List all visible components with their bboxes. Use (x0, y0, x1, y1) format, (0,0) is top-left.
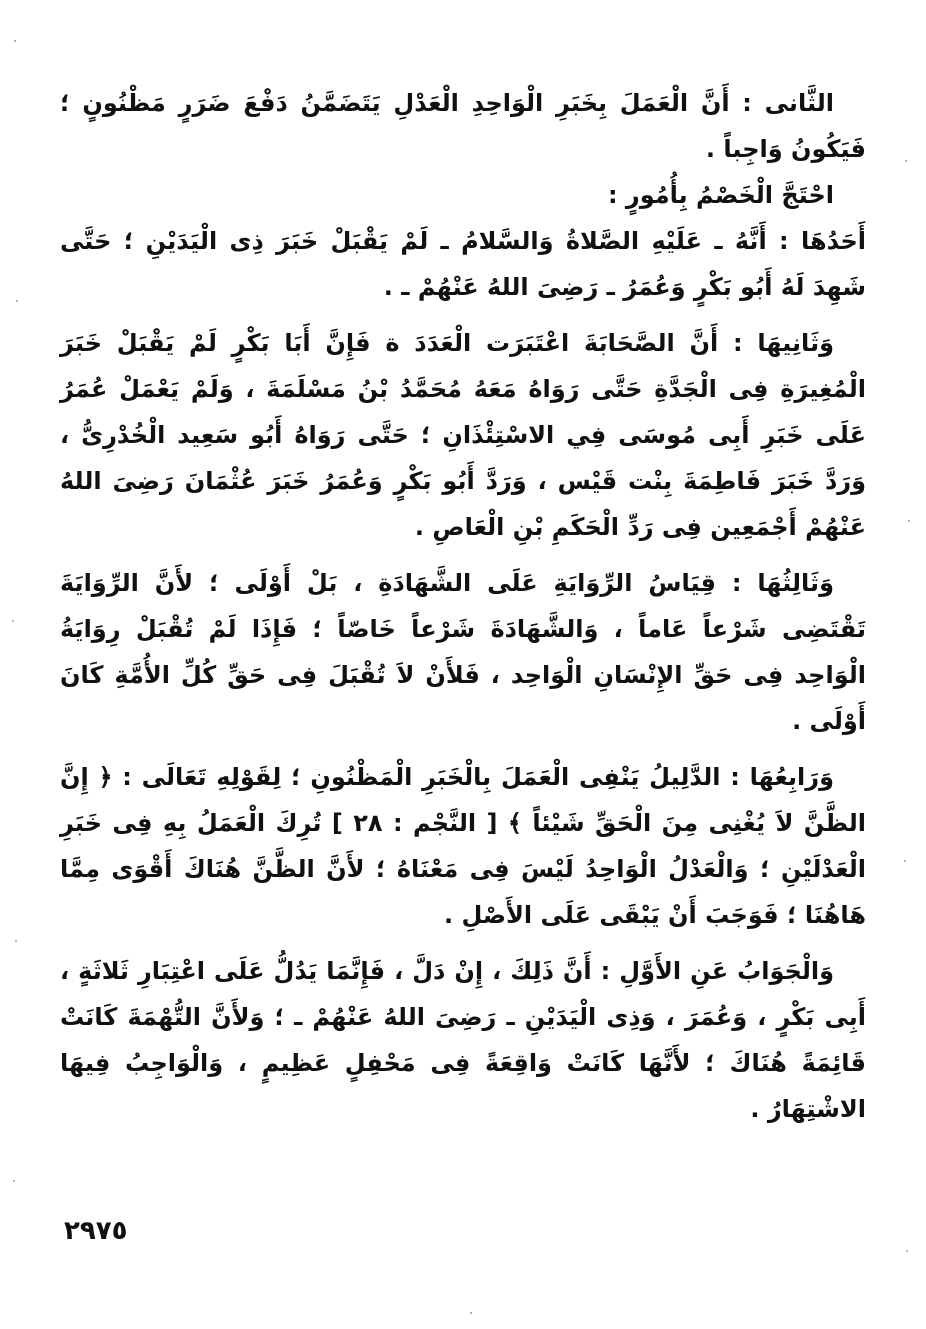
scan-speck (905, 160, 907, 162)
paragraph-fourth-objection: وَرَابِعُهَا : الدَّلِيلُ يَنْفِى الْعَمَلَ بِالْخَبَرِ الْمَظْنُونِ ؛ لِقَوْلِهِ تَعَالَى : ﴿ إِنَّ الظَّنَّ لاَ يُغْنِى مِنَ الْحَقِّ شَيْئاً ﴾ [ النَّجْم : ٢٨ ] تُرِكَ الْعَمَلُ بِهِ فِى خَبَرِ الْعَدْلَيْنِ ؛ وَالْعَدْلُ الْوَاحِدُ لَيْسَ فِى مَعْنَاهُ ؛ لأَنَّ الظَّنَّ هُنَاكَ أَقْوَى مِمَّا هَاهُنَا ؛ فَوَجَبَ أَنْ يَبْقَى عَلَى الأَصْلِ . (60, 763, 867, 929)
paragraph-opponent-heading: احْتَجَّ الْخَصْمُ بِأُمُورٍ : (607, 181, 834, 209)
body-text (60, 80, 866, 1132)
scan-speck (16, 300, 18, 302)
paragraph-reply-first: وَالْجَوَابُ عَنِ الأَوَّلِ : أَنَّ ذَلِكَ ، إِنْ دَلَّ ، فَإِنَّمَا يَدُلُّ عَلَى اعْتِبَارِ ثَلاثَةٍ ، أَبِى بَكْرٍ ، وَعُمَرَ ، وَذِى الْيَدَيْنِ ـ رَضِىَ اللهُ عَنْهُمْ ـ ؛ وَلأَنَّ التُّهْمَةَ كَانَتْ قَائِمَةً هُنَاكَ ؛ لأَنَّهَا كَانَتْ وَاقِعَةً فِى مَحْفِلٍ عَظِيمٍ ، وَالْوَاجِبُ فِيهَا الاشْتِهَارُ . (60, 957, 866, 1123)
scan-speck (908, 520, 910, 522)
scan-speck (14, 40, 16, 42)
scan-speck (12, 620, 14, 622)
scan-speck (904, 860, 906, 862)
paragraph-third-objection: وَثَالِثُهَا : قِيَاسُ الرِّوَايَةِ عَلَى الشَّهَادَةِ ، بَلْ أَوْلَى ؛ لأَنَّ الرِّوَايَةَ تَقْتَضِى شَرْعاً عَاماً ، وَالشَّهَادَةَ شَرْعاً خَاصّاً ؛ فَإِذَا لَمْ تُقْبَلْ رِوَايَةُ الْوَاحِد فِى حَقِّ الإِنْسَانِ الْوَاحِد ، فَلأَنْ لاَ تُقْبَلَ فِى حَقِّ كُلِّ الأُمَّةِ كَانَ أَوْلَى . (60, 569, 866, 735)
scan-speck (13, 1180, 15, 1182)
scan-speck (15, 940, 17, 942)
paragraph-second-objection: وَثَانِيهَا : أَنَّ الصَّحَابَةَ اعْتَبَرَت الْعَدَدَ ة فَإِنَّ أَبَا بَكْرٍ لَمْ يَقْبَلْ خَبَرَ الْمُغِيرَةِ فِى الْجَدَّةِ حَتَّى رَوَاهُ مَعَهُ مُحَمَّدُ بْنُ مَسْلَمَةَ ، وَلَمْ يَعْمَلْ عُمَرُ عَلَى خَبَرِ أَبِى مُوسَى فِي الاسْتِئْذَانِ ؛ حَتَّى رَوَاهُ أَبُو سَعِيد الْخُدْرِىُّ ، وَرَدَّ خَبَرَ فَاطِمَةَ بِنْت قَيْس ، وَرَدَّ أَبُو بَكْرٍ وَعُمَرُ خَبَرَ عُثْمَانَ رَضِىَ اللهُ عَنْهُمْ أَجْمَعِين فِى رَدِّ الْحَكَمِ بْنِ الْعَاصِ . (60, 329, 866, 541)
paragraph-second-argument: الثَّانى : أَنَّ الْعَمَلَ بِخَبَرِ الْوَاحِدِ الْعَدْلِ يَتَضَمَّنُ دَفْعَ ضَرَرٍ مَظْنُونٍ ؛ فَيَكُونُ وَاجِباً . (60, 89, 866, 163)
paragraph-first-objection: أَحَدُهَا : أَنَّهُ ـ عَلَيْهِ الصَّلاةُ وَالسَّلامُ ـ لَمْ يَقْبَلْ خَبَرَ ذِى الْيَدَيْنِ ؛ حَتَّى شَهِدَ لَهُ أَبُو بَكْرٍ وَعُمَرُ ـ رَضِىَ اللهُ عَنْهُمْ ـ . (60, 227, 866, 301)
scan-speck (906, 1250, 908, 1252)
page-number: ٢٩٧٥ (64, 1216, 128, 1246)
scan-speck (470, 1312, 472, 1314)
